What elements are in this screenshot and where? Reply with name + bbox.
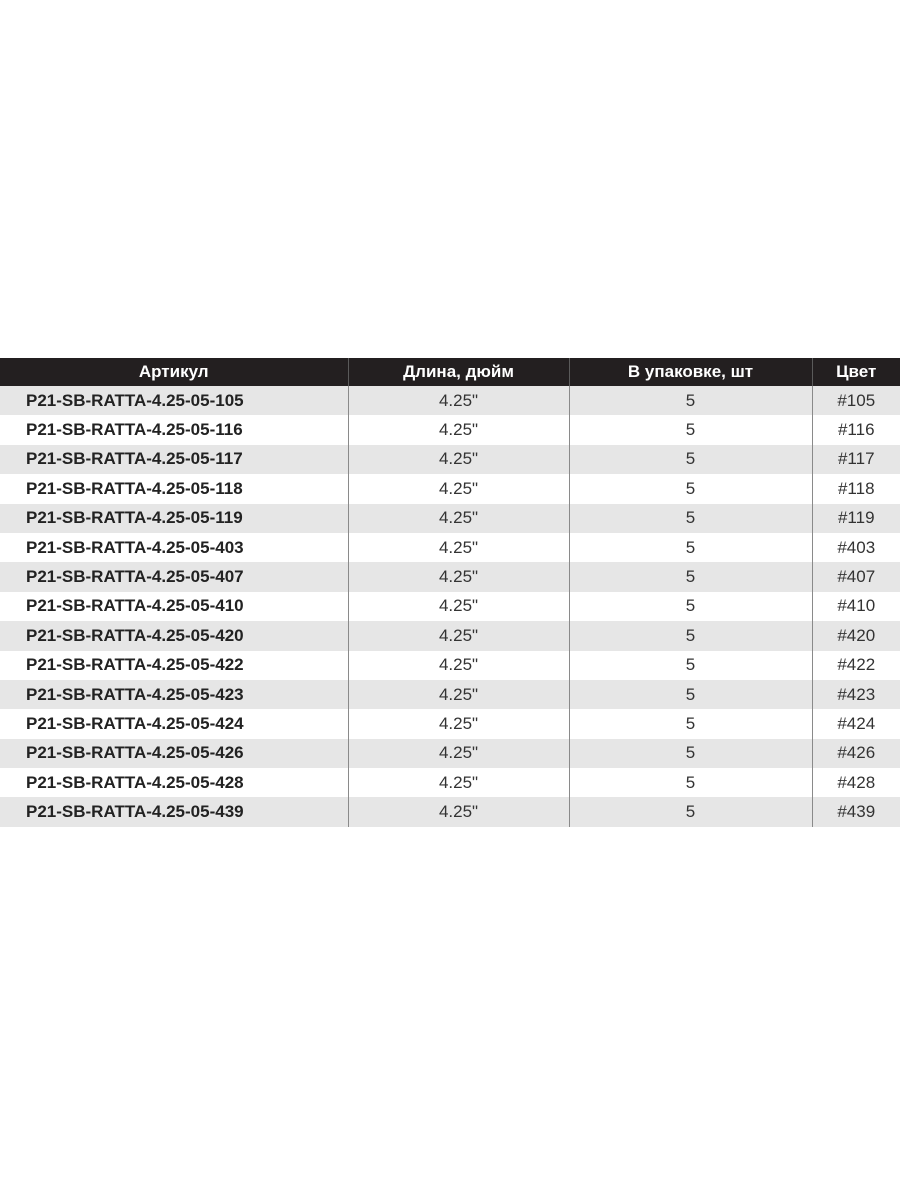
cell-article: P21-SB-RATTA-4.25-05-403	[0, 533, 348, 562]
cell-article: P21-SB-RATTA-4.25-05-422	[0, 651, 348, 680]
table-row	[0, 592, 900, 621]
cell-pack-qty: 5	[569, 386, 812, 415]
cell-article: P21-SB-RATTA-4.25-05-420	[0, 621, 348, 650]
cell-color: #420	[812, 621, 900, 650]
cell-article: P21-SB-RATTA-4.25-05-116	[0, 415, 348, 444]
cell-article: P21-SB-RATTA-4.25-05-410	[0, 592, 348, 621]
cell-pack-qty: 5	[569, 474, 812, 503]
cell-length: 4.25"	[348, 386, 569, 415]
cell-article: P21-SB-RATTA-4.25-05-428	[0, 768, 348, 797]
table-row	[0, 562, 900, 591]
cell-article: P21-SB-RATTA-4.25-05-118	[0, 474, 348, 503]
table-row	[0, 768, 900, 797]
cell-length: 4.25"	[348, 562, 569, 591]
cell-pack-qty: 5	[569, 592, 812, 621]
cell-pack-qty: 5	[569, 651, 812, 680]
cell-pack-qty: 5	[569, 709, 812, 738]
table-row	[0, 797, 900, 826]
header-article: Артикул	[0, 358, 348, 386]
cell-pack-qty: 5	[569, 504, 812, 533]
cell-length: 4.25"	[348, 709, 569, 738]
product-table-container	[0, 358, 900, 827]
cell-length: 4.25"	[348, 621, 569, 650]
product-table	[0, 358, 900, 827]
cell-color: #116	[812, 415, 900, 444]
cell-article: P21-SB-RATTA-4.25-05-424	[0, 709, 348, 738]
cell-color: #428	[812, 768, 900, 797]
cell-length: 4.25"	[348, 533, 569, 562]
table-row	[0, 680, 900, 709]
table-row	[0, 445, 900, 474]
cell-length: 4.25"	[348, 651, 569, 680]
cell-color: #119	[812, 504, 900, 533]
table-row	[0, 739, 900, 768]
cell-color: #439	[812, 797, 900, 826]
cell-article: P21-SB-RATTA-4.25-05-119	[0, 504, 348, 533]
header-row	[0, 358, 900, 386]
table-row	[0, 533, 900, 562]
cell-color: #407	[812, 562, 900, 591]
table-row	[0, 415, 900, 444]
cell-pack-qty: 5	[569, 621, 812, 650]
cell-color: #105	[812, 386, 900, 415]
cell-article: P21-SB-RATTA-4.25-05-407	[0, 562, 348, 591]
cell-length: 4.25"	[348, 592, 569, 621]
cell-color: #118	[812, 474, 900, 503]
table-row	[0, 709, 900, 738]
cell-pack-qty: 5	[569, 445, 812, 474]
table-row	[0, 651, 900, 680]
cell-article: P21-SB-RATTA-4.25-05-105	[0, 386, 348, 415]
cell-pack-qty: 5	[569, 533, 812, 562]
cell-length: 4.25"	[348, 504, 569, 533]
table-row	[0, 621, 900, 650]
header-pack-qty: В упаковке, шт	[569, 358, 812, 386]
cell-length: 4.25"	[348, 445, 569, 474]
cell-length: 4.25"	[348, 768, 569, 797]
cell-pack-qty: 5	[569, 768, 812, 797]
cell-article: P21-SB-RATTA-4.25-05-117	[0, 445, 348, 474]
cell-length: 4.25"	[348, 680, 569, 709]
cell-length: 4.25"	[348, 474, 569, 503]
table-body	[0, 386, 900, 827]
cell-color: #423	[812, 680, 900, 709]
cell-pack-qty: 5	[569, 797, 812, 826]
cell-color: #117	[812, 445, 900, 474]
cell-color: #410	[812, 592, 900, 621]
cell-article: P21-SB-RATTA-4.25-05-426	[0, 739, 348, 768]
table-header	[0, 358, 900, 386]
header-color: Цвет	[812, 358, 900, 386]
cell-pack-qty: 5	[569, 680, 812, 709]
cell-length: 4.25"	[348, 797, 569, 826]
cell-length: 4.25"	[348, 739, 569, 768]
cell-color: #403	[812, 533, 900, 562]
cell-color: #422	[812, 651, 900, 680]
cell-color: #426	[812, 739, 900, 768]
cell-pack-qty: 5	[569, 739, 812, 768]
cell-color: #424	[812, 709, 900, 738]
cell-article: P21-SB-RATTA-4.25-05-439	[0, 797, 348, 826]
cell-pack-qty: 5	[569, 562, 812, 591]
header-length: Длина, дюйм	[348, 358, 569, 386]
table-row	[0, 386, 900, 415]
table-row	[0, 504, 900, 533]
cell-article: P21-SB-RATTA-4.25-05-423	[0, 680, 348, 709]
cell-pack-qty: 5	[569, 415, 812, 444]
table-row	[0, 474, 900, 503]
cell-length: 4.25"	[348, 415, 569, 444]
